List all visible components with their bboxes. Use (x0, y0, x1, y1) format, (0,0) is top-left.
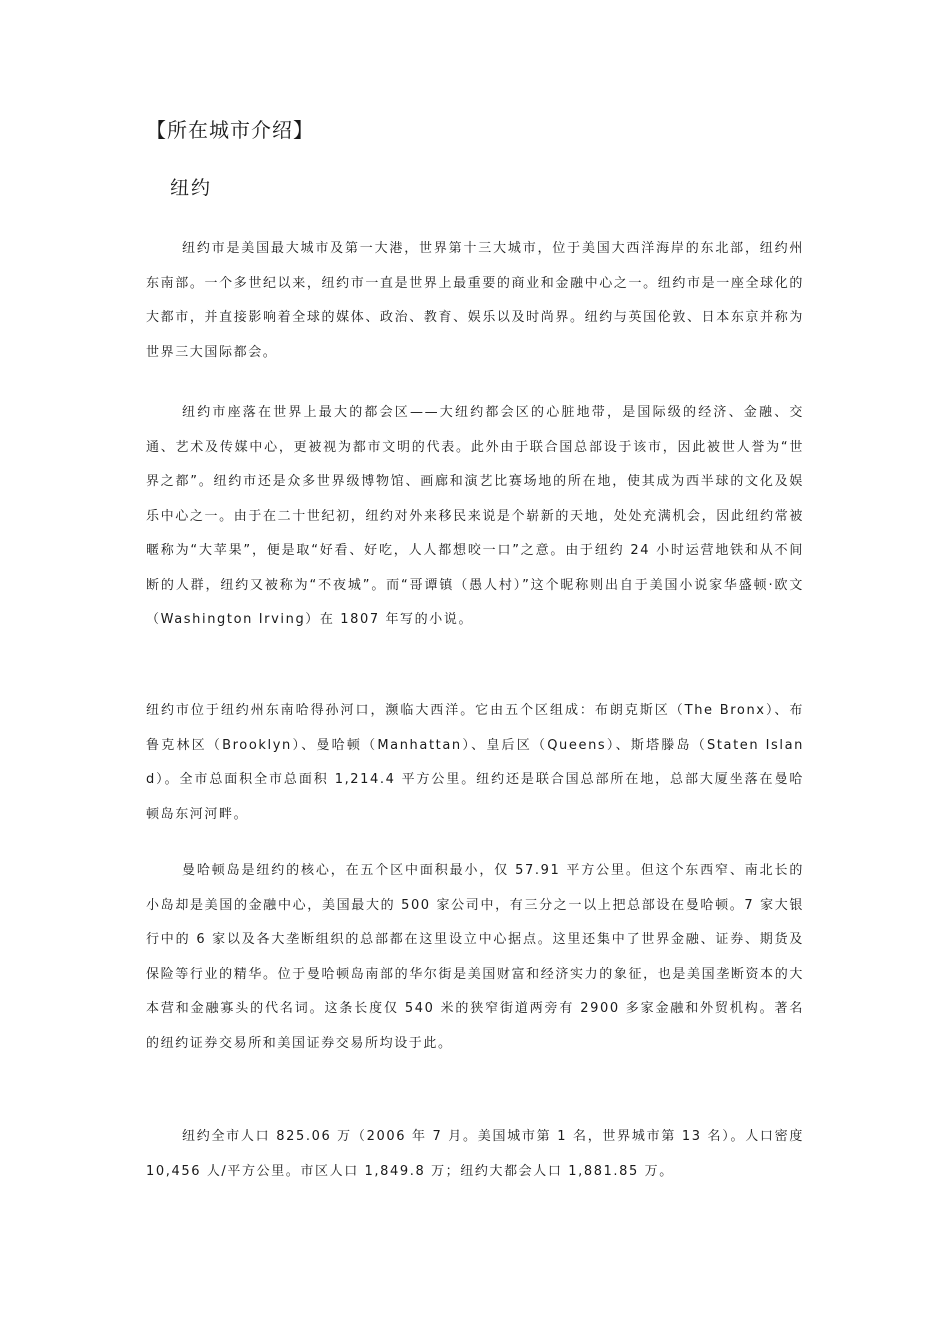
paragraph-geography: 纽约市位于纽约州东南哈得孙河口，濒临大西洋。它由五个区组成：布朗克斯区（The Bronx）、布鲁克林区（Brooklyn）、曼哈顿（Manhattan）、皇后区（Queens）、斯塔滕岛（Staten Island）。全市总面积全市总面积 1,214.4 平方公里。纽约还是联合国总部所在地，总部大厦坐落在曼哈顿岛东河河畔。 (146, 703, 804, 822)
paragraph-population: 纽约全市人口 825.06 万（2006 年 7 月。美国城市第 1 名，世界城市第 13 名）。人口密度 10,456 人/平方公里。市区人口 1,849.8 万；纽约大都会人口 1,881.85 万。 (146, 1129, 804, 1179)
paragraph-manhattan: 曼哈顿岛是纽约的核心，在五个区中面积最小，仅 57.91 平方公里。但这个东西窄、南北长的小岛却是美国的金融中心，美国最大的 500 家公司中，有三分之一以上把总部设在曼哈顿。7 家大银行中的 6 家以及各大垄断组织的总部都在这里设立中心据点。这里还集中了世界金融、证券、期货及保险等行业的精华。位于曼哈顿岛南部的华尔街是美国财富和经济实力的象征，也是美国垄断资本的大本营和金融寡头的代名词。这条长度仅 540 米的狭窄街道两旁有 2900 多家金融和外贸机构。著名的纽约证券交易所和美国证券交易所均设于此。 (146, 863, 804, 1051)
section-heading: 【所在城市介绍】 (146, 118, 314, 142)
paragraph-metropolis: 纽约市座落在世界上最大的都会区——大纽约都会区的心脏地带，是国际级的经济、金融、交通、艺术及传媒中心，更被视为都市文明的代表。此外由于联合国总部设于该市，因此被世人誉为“世界之都”。纽约市还是众多世界级博物馆、画廊和演艺比赛场地的所在地，使其成为西半球的文化及娱乐中心之一。由于在二十世纪初，纽约对外来移民来说是个崭新的天地，处处充满机会，因此纽约常被暱称为“大苹果”，便是取“好看、好吃，人人都想咬一口”之意。由于纽约 24 小时运营地铁和从不间断的人群，纽约又被称为“不夜城”。而“哥谭镇（愚人村）”这个昵称则出自于美国小说家华盛顿·欧文（Washington Irving）在 1807 年写的小说。 (146, 405, 804, 627)
paragraph-overview: 纽约市是美国最大城市及第一大港，世界第十三大城市，位于美国大西洋海岸的东北部，纽约州东南部。一个多世纪以来，纽约市一直是世界上最重要的商业和金融中心之一。纽约市是一座全球化的大都市，并直接影响着全球的媒体、政治、教育、娱乐以及时尚界。纽约与英国伦敦、日本东京并称为世界三大国际都会。 (146, 241, 804, 360)
city-title: 纽约 (170, 177, 213, 199)
